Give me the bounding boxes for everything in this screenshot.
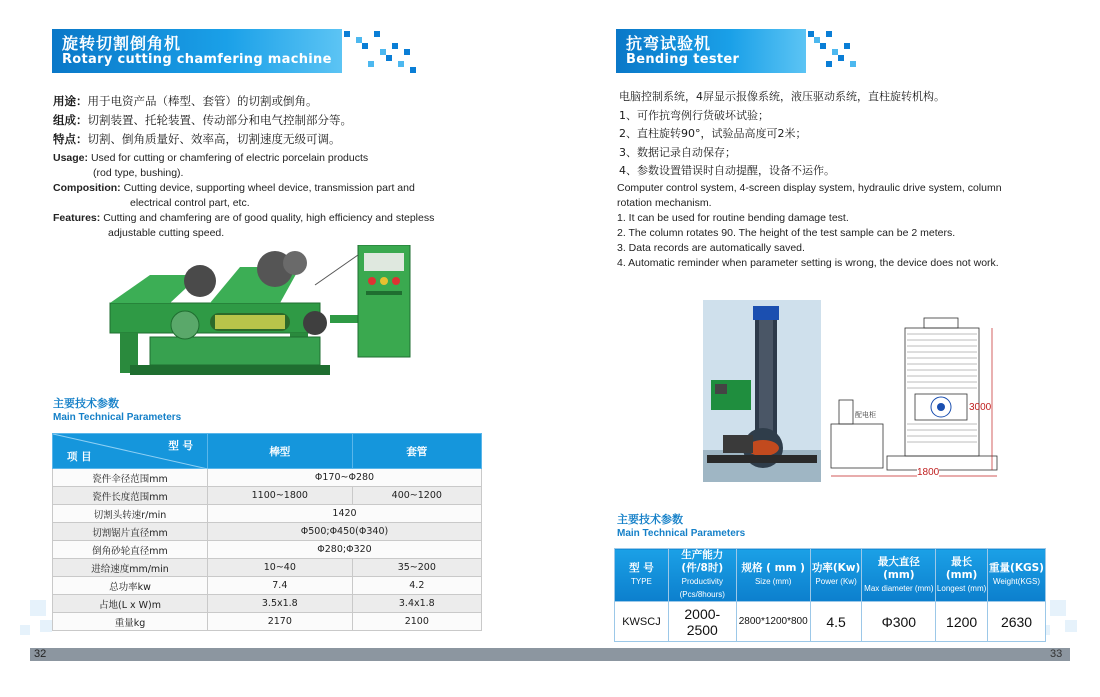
- en-features-line-2: adjustable cutting speed.: [108, 227, 225, 239]
- drawing-cabinet-label: 配电柜: [855, 411, 876, 419]
- table-header-row: [615, 549, 1046, 602]
- th-longest: 最长(mm) Longest (mm): [936, 549, 988, 602]
- left-title-en: Rotary cutting chamfering machine: [62, 52, 332, 67]
- col-rod-type-header: 棒型: [208, 434, 353, 469]
- en-usage-line: Usage: Used for cutting or chamfering of electric porcelain products: [53, 152, 369, 164]
- left-en-spec: [53, 151, 523, 241]
- table-row: 瓷件长度范围mm 1100~1800 400~1200: [53, 487, 482, 505]
- en-composition-line-2: electrical control part, etc.: [130, 197, 250, 209]
- en-desc-line: rotation mechanism.: [617, 197, 712, 209]
- en-desc-line: 1. It can be used for routine bending damage test.: [617, 212, 849, 224]
- left-cn-spec: [53, 92, 352, 149]
- table-row: 总功率kw 7.4 4.2: [53, 577, 482, 595]
- table-row: 切割锯片直径mm Φ500;Φ450(Φ340): [53, 523, 482, 541]
- table-row: 重量kg 2170 2100: [53, 613, 482, 631]
- table-header-row: [53, 434, 482, 469]
- right-title-cn: 抗弯试验机: [626, 34, 712, 53]
- th-power: 功率(Kw) Power (Kw): [810, 549, 862, 602]
- drawing-width-label: 1800: [917, 467, 940, 478]
- drawing-height-label: 3000: [969, 402, 992, 413]
- cn-desc-line: 2、直柱旋转90°，试验品高度可2米；: [619, 127, 807, 140]
- right-title-en: Bending tester: [626, 52, 740, 67]
- cn-usage-line: 用途：用于电资产品（棒型、套管）的切割或倒角。: [53, 94, 318, 108]
- right-en-desc: [617, 181, 1087, 271]
- en-composition-line: Composition: Cutting device, supporting wheel device, transmission part and: [53, 182, 415, 194]
- left-params-cn: 主要技术参数: [53, 397, 119, 410]
- en-features-line: Features: Cutting and chamfering are of good quality, high efficiency and stepless: [53, 212, 435, 224]
- left-title-cn: 旋转切割倒角机: [62, 34, 182, 53]
- chamfering-machine-photo: [90, 245, 420, 395]
- left-page-number: 32: [34, 648, 47, 660]
- table-row: 倒角砂轮直径mm Φ280;Φ320: [53, 541, 482, 559]
- right-params-cn: 主要技术参数: [617, 513, 683, 526]
- type-item-corner-cell: 型 号 项 目: [53, 434, 208, 469]
- th-type: 型 号 TYPE: [615, 549, 669, 602]
- bending-tester-photo: [703, 300, 821, 482]
- table-row: 占地(L x W)m 3.5x1.8 3.4x1.8: [53, 595, 482, 613]
- cn-desc-line: 1、可作抗弯例行货破坏试验；: [619, 108, 769, 122]
- col-bushing-header: 套管: [352, 434, 481, 469]
- table-row: 切割头转速r/min 1420: [53, 505, 482, 523]
- en-desc-line: 4. Automatic reminder when parameter setting is wrong, the device does not work.: [617, 257, 999, 269]
- th-weight: 重量(KGS) Weight(KGS): [988, 549, 1046, 602]
- left-params-table: [52, 433, 482, 631]
- right-page-number: 33: [1050, 648, 1063, 660]
- cn-composition-line: 组成：切割装置、托轮装置、传动部分和电气控制部分等。: [53, 113, 352, 127]
- table-row: KWSCJ 2000-2500 2800*1200*800 4.5 Φ300 1200 2630: [615, 602, 1046, 642]
- left-footer-bar: [30, 648, 550, 661]
- right-title-banner: [616, 29, 806, 73]
- right-params-table: [614, 548, 1046, 642]
- bending-tester-drawing: [827, 300, 1005, 482]
- th-size: 规格 ( mm ) Size (mm): [736, 549, 810, 602]
- right-cn-desc: [619, 88, 945, 181]
- cn-desc-line: 电脑控制系统，4屏显示报像系统，液压驱动系统，直柱旋转机构。: [619, 90, 945, 103]
- en-desc-line: 2. The column rotates 90. The height of the test sample can be 2 meters.: [617, 227, 956, 239]
- en-desc-line: Computer control system, 4-screen display system, hydraulic drive system, column: [617, 182, 1002, 194]
- cn-desc-line: 3、数据记录自动保存；: [619, 145, 736, 159]
- right-params-en: Main Technical Parameters: [617, 528, 746, 539]
- en-desc-line: 3. Data records are automatically saved.: [617, 242, 805, 254]
- table-row: 瓷件伞径范围mm Φ170~Φ280: [53, 469, 482, 487]
- cn-features-line: 特点：切割、倒角质量好、效率高，切割速度无级可调。: [53, 132, 341, 146]
- th-productivity: 生产能力(件/8时) Productivity (Pcs/8hours): [668, 549, 736, 602]
- table-row: 进给速度mm/min 10~40 35~200: [53, 559, 482, 577]
- th-max-diameter: 最大直径(mm) Max diameter (mm): [862, 549, 936, 602]
- en-usage-line-2: (rod type, bushing).: [93, 167, 184, 179]
- left-title-banner: [52, 29, 342, 73]
- right-footer-bar: [550, 648, 1070, 661]
- cn-desc-line: 4、参数设置错误时自动提醒，设备不运作。: [619, 164, 835, 177]
- left-params-en: Main Technical Parameters: [53, 412, 182, 423]
